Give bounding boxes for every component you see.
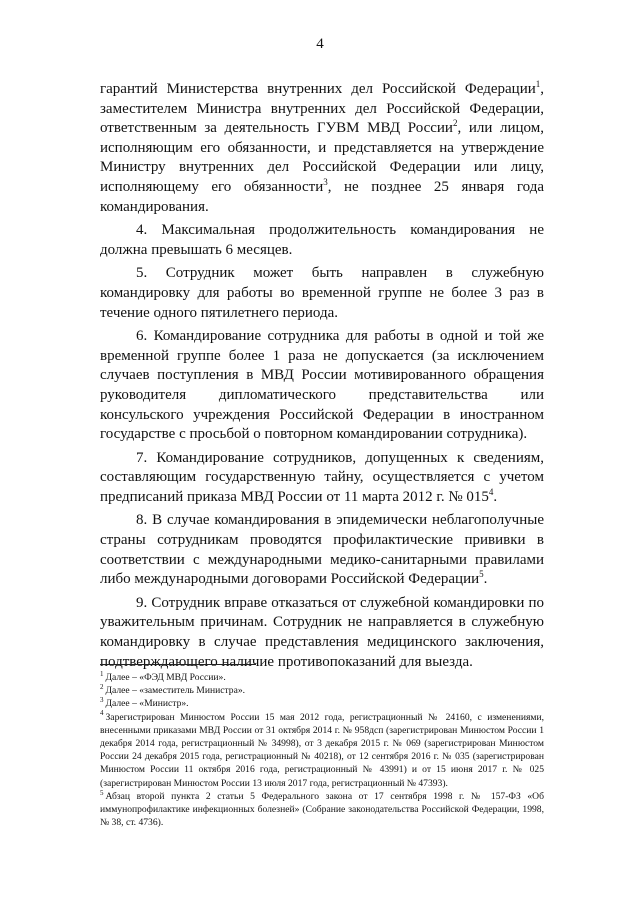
- footnote-4: [100, 711, 544, 790]
- footnote-mark: 5: [100, 788, 104, 797]
- paragraph-text: , заместителем Министра внутренних дел Российской Федерации, ответственным за деятельность ГУВМ МВД России: [100, 81, 544, 137]
- paragraph-5: [100, 264, 544, 323]
- paragraph-7: [100, 449, 544, 508]
- page-number: 4: [316, 36, 324, 52]
- footnote-text: Далее – «ФЭД МВД России».: [105, 672, 226, 683]
- footnote-text: Далее – «заместитель Министра».: [105, 685, 246, 697]
- footnote-mark: 3: [100, 696, 104, 705]
- footnotes: [100, 671, 544, 829]
- footnote-1: [100, 671, 544, 684]
- paragraph-text: 9. Сотрудник вправе отказаться от служебной командировки по уважительным причинам. Сотрудник не направляется в служебную командировку в случае представления медицинского заключения, подтверждающего наличие противопоказаний для выезда.: [100, 594, 544, 670]
- paragraph-text: гарантий Министерства внутренних дел Российской Федерации: [100, 81, 536, 97]
- footnote-separator: [100, 664, 256, 665]
- paragraph-4: [100, 221, 544, 260]
- paragraph-9: [100, 594, 544, 672]
- main-text: [100, 80, 544, 676]
- footnote-ref-4: 4: [488, 486, 494, 497]
- footnote-3: [100, 697, 544, 710]
- footnote-5: [100, 790, 544, 830]
- footnote-mark: 4: [100, 709, 104, 718]
- paragraph-text: 6. Командирование сотрудника для работы в одной и той же временной группе более 1 раза не допускается (за исключением случаев поступления в МВД России мотивированного обращения руководителя дипломатического представительства или консульского учреждения Российской Федерации в иностранном государстве с просьбой о повторном командировании сотрудника).: [100, 328, 544, 443]
- paragraph-text: , не позднее 25 января года командирования.: [100, 178, 544, 215]
- footnote-ref-1: 1: [535, 79, 541, 89]
- paragraph-text: .: [483, 571, 488, 588]
- paragraph-text: 8. В случае командирования в эпидемически неблагополучные страны сотрудникам проводятся профилактические прививки в соответствии с международными медико-санитарными правилами либо международными договорами Российской Федерации: [100, 512, 544, 588]
- paragraph-continuation: [100, 80, 544, 217]
- footnote-ref-3: 3: [323, 176, 328, 187]
- footnote-text: Далее – «Министр».: [105, 698, 189, 710]
- footnote-mark: 2: [100, 683, 104, 692]
- paragraph-6: [100, 327, 544, 445]
- paragraph-text: , или лицом, исполняющим его обязанности, и представляется на утверждение Министру внутренних дел Российской Федерации или лицу, исполняющему его обязанности: [100, 120, 544, 195]
- paragraph-8: [100, 511, 544, 589]
- footnote-2: [100, 684, 544, 697]
- paragraph-text: .: [493, 488, 498, 505]
- paragraph-text: 5. Сотрудник может быть направлен в служебную командировку для работы во временной группе не более 3 раз в течение одного пятилетнего периода.: [100, 265, 544, 321]
- footnote-ref-2: 2: [452, 118, 458, 129]
- paragraph-text: 4. Максимальная продолжительность командирования не должна превышать 6 месяцев.: [100, 222, 544, 258]
- paragraph-text: 7. Командирование сотрудников, допущенных к сведениям, составляющим государственную тайну, осуществляется с учетом предписаний приказа МВД России от 11 марта 2012 г. № 015: [100, 449, 544, 505]
- footnote-text: Зарегистрирован Минюстом России 15 мая 2012 года, регистрационный № 24160, с изменениями, внесенными приказами МВД России от 31 октября 2014 г. № 958дсп (зарегистрирован Минюстом России 1 декабря 2014 года, регистрационный № 34998), от 3 декабря 2015 г. № 069 (зарегистрирован Минюстом России 24 декабря 2015 года, регистрационный № 40218), от 12 сентября 2016 г. № 035 (зарегистрирован Минюстом России 11 октября 2016 года, регистрационный № 43991) и от 15 июня 2017 г. № 025 (зарегистрирован Минюстом России 13 июля 2017 года, регистрационный № 47393).: [100, 711, 544, 789]
- footnote-text: Абзац второй пункта 2 статьи 5 Федерального закона от 17 сентября 1998 г. № 157-ФЗ «Об иммунопрофилактике инфекционных болезней» (Собрание законодательства Российской Федерации, 1998, № 38, ст. 4736).: [100, 790, 544, 829]
- footnote-mark: 1: [100, 669, 104, 678]
- footnote-ref-5: 5: [479, 569, 484, 580]
